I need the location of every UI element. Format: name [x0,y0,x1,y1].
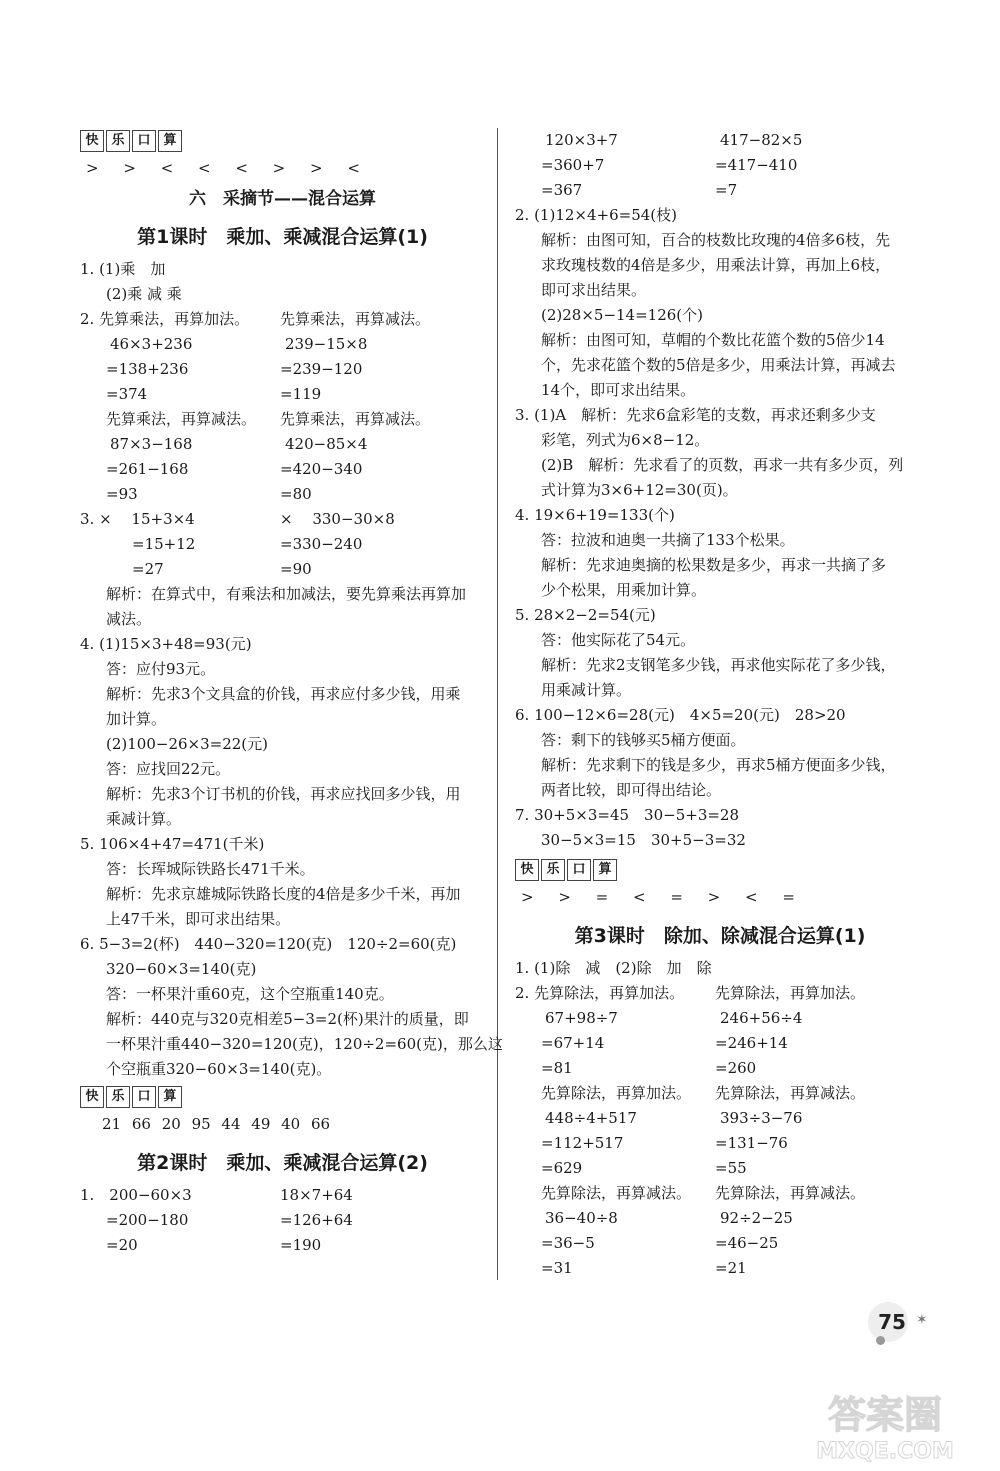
answer-line [80,957,485,982]
kuaile-kousuan-label [80,130,485,152]
answer-text-col2: =21 [715,1259,747,1277]
answer-text-col2: 417−82×5 [720,131,803,149]
answer-text-col2: 18×7+64 [280,1186,353,1204]
answer-text: 6. 5−3=2(杯) 440−320=120(克) 120÷2=60(克) [80,935,457,953]
answer-line [80,257,485,282]
answer-line [80,1032,503,1057]
answer-line [80,757,485,782]
answer-text-col2: 先算除法，再算加法。 [715,984,866,1002]
answer-text-col2: 393÷3−76 [720,1109,803,1127]
answer-line [80,1233,485,1258]
answer-text: 解析：先求3个文具盒的价钱，再求应付多少钱，用乘 [106,685,461,703]
answer-text: 1. (1)乘 加 [80,260,166,278]
answer-text: 答：拉波和迪奥一共摘了133个松果。 [541,531,795,549]
answer-text-col2: =7 [715,181,738,199]
answer-line [80,932,485,957]
answer-text: 答：应找回22元。 [106,760,231,778]
kuaile-box: 算 [158,130,182,152]
answer-line [515,328,925,353]
answer-text: =67+14 [541,1034,605,1052]
answer-text: =374 [106,385,148,403]
answer-text: 4. 19×6+19=133(个) [515,506,675,524]
answer-text: 两者比较，即可得出结论。 [541,781,722,799]
watermark-text: 答案圈 [827,1393,943,1437]
answer-text: 即可求出结果。 [541,281,647,299]
lesson-1-answers [80,257,503,1082]
answer-line [515,503,925,528]
lesson-3-title: 第3课时 除加、除减混合运算(1) [574,925,866,947]
answer-line [515,403,925,428]
answer-line [515,553,925,578]
answer-text: 解析：由图可知，草帽的个数比花篮个数的5倍少14 [541,331,885,349]
answer-text-col2: =417−410 [715,156,798,174]
answer-line [80,982,485,1007]
answer-line [515,578,925,603]
answer-text: 5. 106×4+47=471(千米) [80,835,265,853]
lesson-2-title: 第2课时 乘加、乘减混合运算(2) [137,1152,428,1174]
answer-line [80,632,485,657]
answer-text: 少个松果，用乘加计算。 [541,581,707,599]
lesson-2-answers [80,1183,485,1258]
answer-text-col2: =119 [280,385,322,403]
answer-line [515,728,925,753]
answer-text: 5. 28×2−2=54(元) [515,606,656,624]
answer-text-col2: × 330−30×8 [280,510,395,528]
answer-text: =20 [106,1236,138,1254]
answer-text: 解析：先求迪奥摘的松果数是多少，再求一共摘了多 [541,556,887,574]
answer-line [80,1208,485,1233]
answer-line [515,1081,925,1106]
answer-text: 先算乘法，再算减法。 [106,410,257,428]
answer-line [515,278,925,303]
lesson-1-title: 第1课时 乘加、乘减混合运算(1) [137,226,428,248]
answer-line [80,607,485,632]
answer-text: =138+236 [106,360,189,378]
answer-line [80,282,485,307]
answer-line [515,778,925,803]
answer-line [515,653,925,678]
answer-text: 7. 30+5×3=45 30−5+3=28 [515,806,740,824]
answer-text-col2: =260 [715,1059,757,1077]
answer-text: =36−5 [541,1234,595,1252]
answer-text: 448÷4+517 [545,1109,637,1127]
answer-line [80,557,485,582]
answer-line [515,981,925,1006]
answer-text: 答：剩下的钱够买5桶方便面。 [541,731,746,749]
answer-line [80,782,485,807]
answer-text: (2)乘 减 乘 [106,285,182,303]
answer-text: 6. 100−12×6=28(元) 4×5=20(元) 28>20 [515,706,846,724]
answer-text-col2: =246+14 [715,1034,788,1052]
answer-line [80,832,485,857]
right-column [515,128,925,1281]
answer-line [80,332,485,357]
answer-line [80,532,485,557]
answer-text: 答：他实际花了54元。 [541,631,696,649]
lesson-3-answers [515,956,925,1281]
answer-line [80,1057,485,1082]
answer-text: 答：一杯果汁重60克，这个空瓶重140克。 [106,985,394,1003]
answer-line [80,657,485,682]
answer-text: 3. (1)A 解析：先求6盒彩笔的支数，再求还剩多少支 [515,406,876,424]
answer-text: =261−168 [106,460,189,478]
watermark-logo [780,1388,990,1463]
answer-text: 2. (1)12×4+6=54(枝) [515,206,677,224]
answer-line [80,457,485,482]
answer-text: 67+98÷7 [545,1009,618,1027]
answer-line [515,1231,925,1256]
kuaile-box: 口 [567,859,591,881]
star-icon: ✶ [916,1312,928,1328]
lesson-2-answers-cont [515,128,925,853]
answer-text: =629 [541,1159,583,1177]
answer-line [515,1031,925,1056]
answer-line [515,378,925,403]
answer-line [515,956,925,981]
answer-line [515,603,925,628]
kuaile-box: 快 [80,1086,104,1108]
answer-text-col2: =420−340 [280,460,363,478]
answer-line [515,703,925,728]
answer-text: 求玫瑰枝数的4倍是多少，用乘法计算，再加上6枝， [541,256,891,274]
kuaile-kousuan-label [80,1086,485,1108]
kuaile-box: 快 [80,130,104,152]
answer-line [80,682,485,707]
page-number: 75 [878,1310,906,1334]
answer-text: 14个，即可求出结果。 [541,381,696,399]
answer-line [515,1131,925,1156]
answer-text: 先算除法，再算减法。 [541,1184,692,1202]
answer-text-col2: =190 [280,1236,322,1254]
answer-text: 46×3+236 [110,335,193,353]
kuaile-box: 口 [132,130,156,152]
answer-text: =81 [541,1059,573,1077]
answer-text: 解析：440克与320克相差5−3=2(杯)果汁的质量，即 [106,1010,469,1028]
answer-text-col2: 先算除法，再算减法。 [715,1084,866,1102]
kuaile-box: 算 [158,1086,182,1108]
answer-text: =15+12 [132,535,196,553]
kuaile-kousuan-label [515,859,925,881]
answer-text: 1. 200−60×3 [80,1186,192,1204]
answer-text: 1. (1)除 减 (2)除 加 除 [515,959,712,977]
answer-text: 解析：在算式中，有乘法和加减法，要先算乘法再算加 [106,585,467,603]
answer-text-col2: =90 [280,560,312,578]
answer-text: 答：应付93元。 [106,660,216,678]
answer-line [80,432,485,457]
answer-text: (2)28×5−14=126(个) [541,306,704,324]
answer-line [80,507,485,532]
answer-line [80,1183,485,1208]
answer-text: 87×3−168 [110,435,193,453]
answer-text: 式计算为3×6+12=30(页)。 [541,481,738,499]
answer-text: =360+7 [541,156,605,174]
answer-text-col2: =239−120 [280,360,363,378]
answer-text: (2)B 解析：先求看了的页数，再求一共有多少页，列 [541,456,904,474]
answer-line [80,707,485,732]
answer-text-col2: 先算除法，再算减法。 [715,1184,866,1202]
answer-text: (2)100−26×3=22(元) [106,735,269,753]
answer-text-col2: 92÷2−25 [720,1209,793,1227]
answer-line [515,203,925,228]
answer-line [515,228,925,253]
kuaile-box: 乐 [106,130,130,152]
kuaile-answers: > > < < < > > < [86,159,370,177]
answer-text: =93 [106,485,138,503]
answer-line [515,803,925,828]
answer-text: =367 [541,181,583,199]
answer-text: 答：长珲城际铁路长471千米。 [106,860,315,878]
answer-text-col2: =126+64 [280,1211,353,1229]
answer-line [515,353,925,378]
kuaile-box: 算 [593,859,617,881]
answer-text: 解析：先求剩下的钱是多少，再求5桶方便面多少钱， [541,756,896,774]
answer-line [515,1006,925,1031]
kuaile-box: 乐 [541,859,565,881]
answer-line [515,178,925,203]
answer-line [515,428,925,453]
answer-text-col2: 先算乘法，再算减法。 [280,310,431,328]
answer-line [80,907,485,932]
answer-text: 一杯果汁重440−320=120(克)，120÷2=60(克)，那么这 [106,1035,503,1053]
answer-text: 加计算。 [106,710,167,728]
answer-text: 乘减计算。 [106,810,182,828]
kuaile-box: 乐 [106,1086,130,1108]
answer-line [80,382,485,407]
answer-line [515,753,925,778]
answer-line [515,1206,925,1231]
answer-line [80,882,485,907]
answer-text: 3. × 15+3×4 [80,510,195,528]
answer-line [80,857,485,882]
answer-line [515,253,925,278]
answer-text: 2. 先算除法，再算加法。 [515,984,685,1002]
answer-text: 30−5×3=15 30+5−3=32 [541,831,746,849]
answer-text: =112+517 [541,1134,624,1152]
answer-text: 减法。 [106,610,152,628]
answer-text-col2: =131−76 [715,1134,788,1152]
answer-text: 4. (1)15×3+48=93(元) [80,635,252,653]
answer-text-col2: 先算乘法，再算减法。 [280,410,431,428]
answer-line [515,128,925,153]
answer-line [515,1156,925,1181]
answer-line [515,1181,925,1206]
unit-title: 六 采摘节——混合运算 [189,189,376,209]
answer-text: 先算除法，再算加法。 [541,1084,692,1102]
answer-text: =200−180 [106,1211,189,1229]
answer-text: 解析：先求3个订书机的价钱，再求应找回多少钱，用 [106,785,461,803]
left-column [80,128,503,1258]
answer-text: 2. 先算乘法，再算加法。 [80,310,250,328]
answer-text: 解析：先求2支钢笔多少钱，再求他实际花了多少钱， [541,656,896,674]
answer-text: 320−60×3=140(克) [106,960,257,978]
kuaile-box: 快 [515,859,539,881]
dot-icon [876,1336,885,1345]
watermark-url: MXQE.COM [816,1439,954,1463]
answer-line [515,478,925,503]
answer-line [515,1056,925,1081]
answer-text: =27 [132,560,164,578]
answer-text: 彩笔，列式为6×8−12。 [541,431,710,449]
answer-text-col2: 246+56÷4 [720,1009,803,1027]
answer-line [515,153,925,178]
kuaile-answers: 21 66 20 95 44 49 40 66 [102,1115,331,1133]
answer-line [515,678,925,703]
answer-line [80,482,485,507]
answer-line [515,528,925,553]
answer-line [80,407,485,432]
answer-text: =31 [541,1259,573,1277]
answer-line [80,1007,485,1032]
answer-text: 个，先求花篮个数的5倍是多少，用乘法计算，再减去 [541,356,896,374]
answer-text-col2: =80 [280,485,312,503]
answer-line [515,828,925,853]
answer-text-col2: 420−85×4 [285,435,368,453]
answer-text: 个空瓶重320−60×3=140(克)。 [106,1060,332,1078]
answer-text-col2: 239−15×8 [285,335,368,353]
answer-line [80,732,485,757]
answer-line [515,1256,925,1281]
answer-line [515,1106,925,1131]
answer-line [80,582,485,607]
answer-text: 解析：由图可知，百合的枝数比玫瑰的4倍多6枝，先 [541,231,891,249]
answer-text-col2: =46−25 [715,1234,779,1252]
answer-text: 用乘减计算。 [541,681,632,699]
answer-line [515,453,925,478]
column-divider [497,128,498,1280]
answer-line [80,357,485,382]
answer-text-col2: =330−240 [280,535,363,553]
kuaile-answers: > > = < = > < = [521,888,805,906]
answer-line [80,807,485,832]
answer-line [515,628,925,653]
answer-text: 120×3+7 [545,131,618,149]
answer-text: 上47千米，即可求出结果。 [106,910,291,928]
answer-text: 解析：先求京雄城际铁路长度的4倍是多少千米，再加 [106,885,461,903]
kuaile-box: 口 [132,1086,156,1108]
answer-text: 36−40÷8 [545,1209,618,1227]
answer-line [80,307,485,332]
answer-line [515,303,925,328]
answer-text-col2: =55 [715,1159,747,1177]
